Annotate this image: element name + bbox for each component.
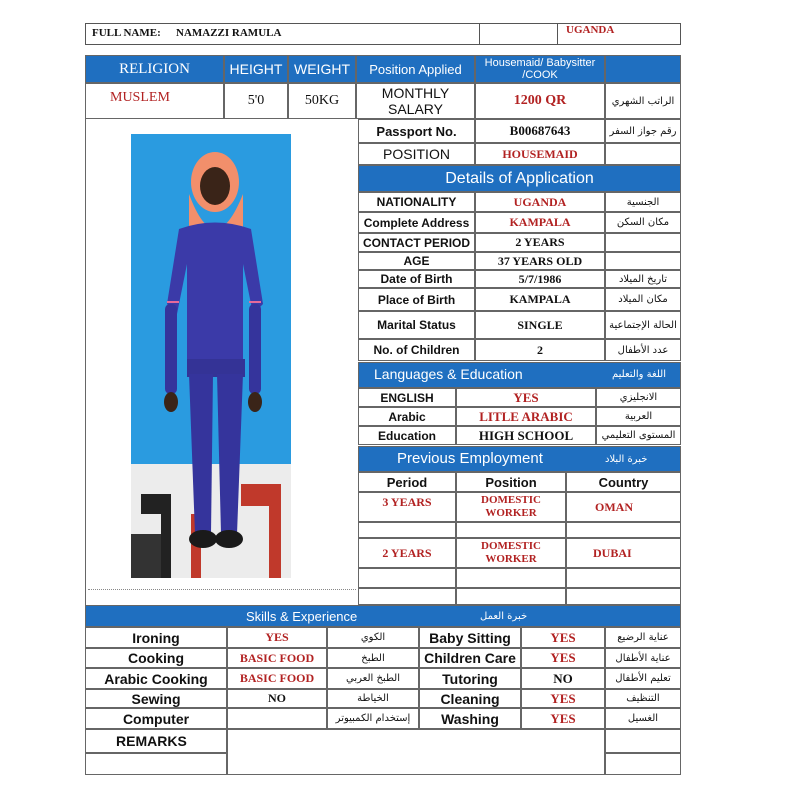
skill-ar: إستخدام الكمبيوتر	[327, 708, 419, 729]
blank-header-cell	[605, 55, 681, 83]
detail-label: No. of Children	[358, 339, 475, 361]
photo-dotted-line	[88, 589, 356, 590]
divider	[479, 23, 480, 45]
languages-title-ar: اللغة والتعليم	[612, 369, 666, 380]
monthly-salary-label: MONTHLY SALARY	[356, 83, 475, 119]
emp-blank	[358, 522, 456, 538]
emp-blank	[566, 568, 681, 588]
weight-label: WEIGHT	[288, 55, 356, 83]
passport-ar: رقم جواز السفر	[605, 119, 681, 143]
detail-ar: تاريخ الميلاد	[605, 270, 681, 288]
skill-label: Baby Sitting	[419, 627, 521, 648]
language-label: Education	[358, 426, 456, 445]
detail-ar: الحالة الإجتماعية	[605, 311, 681, 339]
skill-label: Washing	[419, 708, 521, 729]
remarks-side	[605, 729, 681, 753]
skill-ar: الخياطة	[327, 689, 419, 708]
details-title: Details of Application	[358, 165, 681, 192]
monthly-salary-ar: الراتب الشهري	[605, 83, 681, 119]
detail-value: SINGLE	[475, 311, 605, 339]
emp-country-1: OMAN	[566, 492, 681, 522]
detail-value: 2 YEARS	[475, 233, 605, 252]
languages-title: Languages & Education	[374, 366, 523, 382]
emp-blank	[358, 568, 456, 588]
col-period: Period	[358, 472, 456, 492]
detail-value: 5/7/1986	[475, 270, 605, 288]
detail-label: Place of Birth	[358, 288, 475, 311]
detail-label: Complete Address	[358, 212, 475, 233]
position-label: POSITION	[358, 143, 475, 165]
skill-ar: عناية الرضيع	[605, 627, 681, 648]
passport-value: B00687643	[475, 119, 605, 143]
skills-header	[85, 605, 681, 627]
skill-label: Cooking	[85, 648, 227, 668]
emp-blank	[456, 522, 566, 538]
skill-ar: الطبخ	[327, 648, 419, 668]
skill-ar: التنظيف	[605, 689, 681, 708]
emp-blank	[358, 588, 456, 605]
emp-blank	[456, 568, 566, 588]
language-value: YES	[456, 388, 596, 407]
col-country: Country	[566, 472, 681, 492]
skill-value: BASIC FOOD	[227, 648, 327, 668]
detail-label: Marital Status	[358, 311, 475, 339]
candidate-photo-figure	[131, 134, 291, 578]
full-name: NAMAZZI RAMULA	[176, 27, 282, 39]
skill-value: NO	[227, 689, 327, 708]
skill-label: Cleaning	[419, 689, 521, 708]
detail-ar: مكان الميلاد	[605, 288, 681, 311]
emp-country-2: DUBAI	[566, 538, 681, 568]
remarks-field	[227, 729, 605, 775]
height-value: 5'0	[224, 83, 288, 119]
emp-position-2: DOMESTIC WORKER	[456, 538, 566, 568]
skill-value: YES	[521, 689, 605, 708]
position-applied-label: Position Applied	[356, 55, 475, 83]
skill-label: Tutoring	[419, 668, 521, 689]
blank-cell	[605, 143, 681, 165]
emp-period-2: 2 YEARS	[358, 538, 456, 568]
skill-value: BASIC FOOD	[227, 668, 327, 689]
detail-ar: الجنسية	[605, 192, 681, 212]
religion-value: MUSLEM	[85, 83, 224, 119]
language-ar: الانجليزي	[596, 388, 681, 407]
religion-label: RELIGION	[85, 55, 224, 83]
skill-label: Ironing	[85, 627, 227, 648]
detail-value: 2	[475, 339, 605, 361]
full-name-label: FULL NAME:	[92, 27, 161, 39]
detail-value: KAMPALA	[475, 288, 605, 311]
remarks-label: REMARKS	[85, 729, 227, 753]
skill-ar: الطبخ العربي	[327, 668, 419, 689]
skill-label: Computer	[85, 708, 227, 729]
skill-ar: تعليم الأطفال	[605, 668, 681, 689]
skills-title-ar: خبرة العمل	[480, 611, 528, 622]
employment-title: Previous Employment	[397, 450, 543, 467]
skill-ar: عناية الأطفال	[605, 648, 681, 668]
language-value: HIGH SCHOOL	[456, 426, 596, 445]
skills-title: Skills & Experience	[246, 609, 358, 624]
detail-value: 37 YEARS OLD	[475, 252, 605, 270]
candidate-photo	[131, 134, 291, 578]
height-label: HEIGHT	[224, 55, 288, 83]
skill-value: YES	[521, 708, 605, 729]
emp-blank	[456, 588, 566, 605]
detail-label: Date of Birth	[358, 270, 475, 288]
skill-value: YES	[521, 648, 605, 668]
detail-label: CONTACT PERIOD	[358, 233, 475, 252]
emp-position-1: DOMESTIC WORKER	[456, 492, 566, 522]
employment-title-ar: خبرة البلاد	[605, 454, 648, 465]
detail-ar: مكان السكن	[605, 212, 681, 233]
col-position: Position	[456, 472, 566, 492]
remarks-side	[605, 753, 681, 775]
skill-value	[227, 708, 327, 729]
skill-value: YES	[521, 627, 605, 648]
detail-value: KAMPALA	[475, 212, 605, 233]
detail-ar	[605, 233, 681, 252]
skill-ar: الكوي	[327, 627, 419, 648]
detail-ar: عدد الأطفال	[605, 339, 681, 361]
emp-blank	[566, 522, 681, 538]
language-label: Arabic	[358, 407, 456, 426]
language-ar: العربية	[596, 407, 681, 426]
language-label: ENGLISH	[358, 388, 456, 407]
emp-blank	[566, 588, 681, 605]
skill-value: NO	[521, 668, 605, 689]
passport-label: Passport No.	[358, 119, 475, 143]
detail-label: AGE	[358, 252, 475, 270]
monthly-salary-value: 1200 QR	[475, 83, 605, 119]
header-country: UGANDA	[566, 24, 615, 36]
position-applied-value: Housemaid/ Babysitter /COOK	[475, 55, 605, 83]
position-value: HOUSEMAID	[475, 143, 605, 165]
divider	[557, 23, 558, 45]
skill-label: Sewing	[85, 689, 227, 708]
skill-value: YES	[227, 627, 327, 648]
detail-label: NATIONALITY	[358, 192, 475, 212]
language-value: LITLE ARABIC	[456, 407, 596, 426]
skill-label: Arabic Cooking	[85, 668, 227, 689]
weight-value: 50KG	[288, 83, 356, 119]
language-ar: المستوى التعليمي	[596, 426, 681, 445]
detail-ar	[605, 252, 681, 270]
detail-value: UGANDA	[475, 192, 605, 212]
skill-ar: الغسيل	[605, 708, 681, 729]
remarks-left-blank	[85, 753, 227, 775]
skill-label: Children Care	[419, 648, 521, 668]
emp-period-1: 3 YEARS	[358, 492, 456, 522]
